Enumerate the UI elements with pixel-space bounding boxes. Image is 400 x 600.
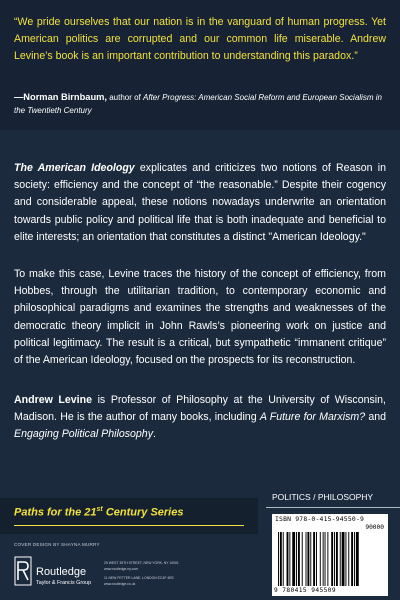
barcode-bar: [345, 532, 346, 586]
barcode-bar: [289, 532, 290, 586]
bio-text-a: is Professor of Philosophy at the University of Wisconsin, Madison. He is the author of many books, including: [14, 394, 387, 424]
endorser-name: —Norman Birnbaum,: [14, 92, 107, 102]
barcode-bars: [278, 532, 382, 586]
address-us-line-2: www.routledge-ny.com: [104, 567, 139, 571]
barcode-bar: [334, 532, 335, 586]
endorser-book-title: After Progress: American Social Reform and European Socialism in the Twentieth Century: [14, 93, 382, 115]
series-underline: [14, 525, 244, 526]
endorsement-attribution: [14, 91, 386, 117]
subject-divider: [266, 507, 400, 508]
barcode-bar: [356, 532, 359, 586]
series-suffix: Century Series: [102, 506, 184, 519]
paragraph-1-text: explicates and criticizes two notions of Reason in society: efficiency and the concept of “the reasonable.” Despite their cogency and considerable appeal, these notions nowadays underwrite an orientation towards public policy and political life that is both inadequate and beneficial to elite interests; an orientation that constitutes a distinct "American Ideology.": [14, 162, 386, 243]
isbn-text: ISBN 978-0-415-94550-9: [275, 515, 365, 523]
barcode-bar: [331, 532, 333, 586]
barcode-bar: [342, 532, 345, 586]
barcode-panel: [272, 514, 388, 596]
barcode-bar: [340, 532, 341, 586]
address-us-line-1: 29 WEST 35TH STREET, NEW YORK, NY 10001: [104, 561, 179, 565]
ean-left-group: 780415: [282, 587, 308, 594]
barcode-bar: [287, 532, 289, 586]
series-prefix: Paths for the 21: [14, 506, 97, 519]
barcode-bar: [292, 532, 295, 586]
barcode-bar: [283, 532, 284, 586]
ean-digits: [274, 587, 386, 594]
barcode-bar: [316, 532, 317, 586]
cover-design-credit: COVER DESIGN BY SHAYNA MURRY: [14, 542, 100, 547]
barcode-bar: [327, 532, 328, 586]
barcode-bar: [336, 532, 338, 586]
description-paragraph-2: To make this case, Levine traces the history of the concept of efficiency, from Hobbes, through the utilitarian tradition, to contemporary economic and philosophical paradigms and examines the strengths and weaknesses of the democratic theory implicit in John Rawls’s pioneering work on justice and political legitimacy. The result is a critical, but sympathetic “immanent critique” of the American Ideology, focused on the prospects for its reconstruction.: [14, 268, 386, 367]
barcode-bar: [323, 532, 324, 586]
barcode-bar: [298, 532, 300, 586]
publisher-addresses: [104, 560, 179, 587]
barcode-bar: [351, 532, 353, 586]
price-code: 90000: [365, 524, 384, 531]
endorsement-quote: “We pride ourselves that our nation is in the vanguard of human progress. Yet American politics are corrupted and our common life miserable. Andrew Levine’s book is an important contribution to understanding this paradox.”: [14, 16, 386, 62]
ean-right-group: 945509: [311, 587, 336, 594]
publisher-name: Routledge: [36, 566, 87, 578]
author-name: Andrew Levine: [14, 394, 92, 406]
barcode-bar: [348, 532, 349, 586]
barcode-bar: [354, 532, 355, 586]
bio-book-2: Engaging Political Philosophy: [14, 428, 153, 441]
subject-category: POLITICS / PHILOSOPHY: [272, 492, 374, 502]
barcode-bar: [296, 532, 297, 586]
attribution-prefix: author of: [106, 93, 144, 102]
barcode-bar: [302, 532, 303, 586]
series-superscript: st: [96, 506, 103, 513]
book-title-inline: The American Ideology: [14, 162, 135, 174]
barcode-bar: [306, 532, 307, 586]
barcode-bar: [320, 532, 321, 586]
address-uk-line-2: www.routledge.co.uk: [104, 582, 136, 586]
barcode-bar: [310, 532, 311, 586]
author-bio: [14, 392, 386, 444]
bio-book-1: A Future for Marxism?: [259, 411, 366, 424]
barcode-bar: [313, 532, 315, 586]
barcode-bar: [307, 532, 309, 586]
routledge-logo-icon: [14, 556, 32, 586]
barcode-bar: [280, 532, 282, 586]
address-uk-line-1: 11 NEW FETTER LANE, LONDON EC4P 4EE: [104, 576, 174, 580]
publisher-tagline: Taylor & Francis Group: [36, 580, 92, 586]
barcode-bar: [278, 532, 279, 586]
bio-end: .: [153, 428, 156, 441]
description-paragraph-1: [14, 160, 386, 246]
ean-first-digit: 9: [274, 587, 279, 594]
barcode-bar: [325, 532, 326, 586]
bio-text-b: and: [365, 411, 387, 424]
series-title: [14, 506, 183, 519]
